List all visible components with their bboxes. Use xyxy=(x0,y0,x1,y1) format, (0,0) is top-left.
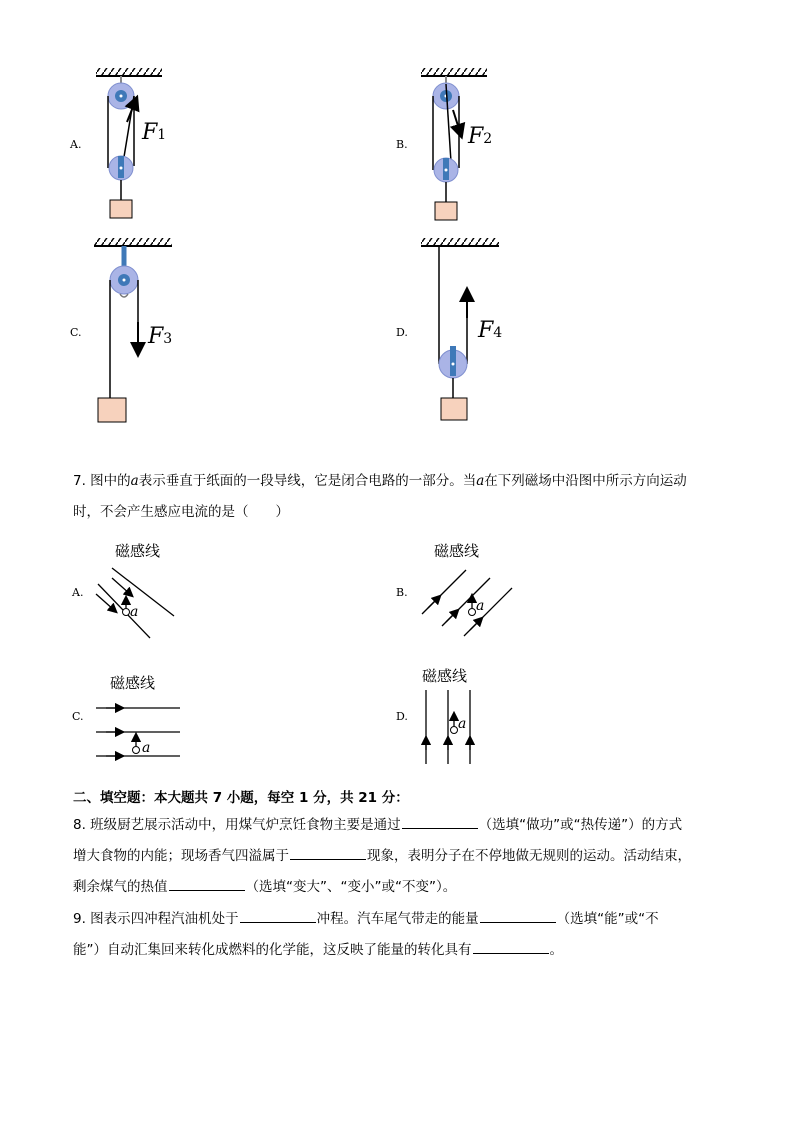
force-f4-label: F4 xyxy=(478,318,503,343)
pulley-figure-a xyxy=(90,62,180,222)
option-c-label[interactable]: C. xyxy=(70,326,82,339)
question-7-line-1: 7. 图中的a表示垂直于纸面的一段导线，它是闭合电路的一部分。当a在下列磁场中沿图中所示方向运动 xyxy=(73,473,687,489)
question-9-line-1: 9. 图表示四冲程汽油机处于 冲程。汽车尾气带走的能量 （选填“能”或“不 xyxy=(73,908,659,930)
question-8-line-3: 剩余煤气的热值 （选填“变大”、“变小”或“不变”）。 xyxy=(73,876,456,898)
q7-option-d-label[interactable]: D. xyxy=(396,710,408,723)
magnetic-field-b xyxy=(418,566,518,646)
answer-blank[interactable] xyxy=(240,908,316,923)
q7-option-b-label[interactable]: B. xyxy=(396,586,408,599)
svg-text:a: a xyxy=(458,716,467,732)
answer-blank[interactable] xyxy=(480,908,556,923)
svg-text:a: a xyxy=(142,740,151,756)
answer-blank[interactable] xyxy=(169,876,245,891)
magnetic-field-a xyxy=(92,566,182,646)
question-7-line-2: 时，不会产生感应电流的是（ ） xyxy=(73,504,289,520)
pulley-figure-c xyxy=(90,232,190,428)
field-line-label-a: 磁感线 xyxy=(115,542,161,560)
force-f2-label: F2 xyxy=(468,124,493,149)
answer-blank[interactable] xyxy=(290,845,366,860)
option-d-label[interactable]: D. xyxy=(396,326,408,339)
q7-option-c-label[interactable]: C. xyxy=(72,710,84,723)
field-line-label-b: 磁感线 xyxy=(434,542,480,560)
section-2-heading: 二、填空题：本大题共 7 小题，每空 1 分，共 21 分： xyxy=(73,790,409,806)
question-8-line-2: 增大食物的内能；现场香气四溢属于 现象，表明分子在不停地做无规则的运动。活动结束， xyxy=(73,845,691,867)
option-b-label[interactable]: B. xyxy=(396,138,408,151)
svg-text:a: a xyxy=(476,598,485,614)
q7-option-a-label[interactable]: A. xyxy=(72,586,84,599)
field-line-label-c: 磁感线 xyxy=(110,674,156,692)
svg-text:a: a xyxy=(130,604,139,620)
option-a-label[interactable]: A. xyxy=(70,138,82,151)
magnetic-field-c xyxy=(92,700,184,764)
question-8-line-1: 8. 班级厨艺展示活动中，用煤气炉烹饪食物主要是通过 （选填“做功”或“热传递”）的方式 xyxy=(73,814,682,836)
force-f1-label: F1 xyxy=(142,120,167,145)
magnetic-field-d xyxy=(418,688,488,768)
answer-blank[interactable] xyxy=(402,814,478,829)
force-f3-label: F3 xyxy=(148,324,173,349)
question-9-line-2: 能”）自动汇集回来转化成燃料的化学能，这反映了能量的转化具有 。 xyxy=(73,939,563,961)
field-line-label-d: 磁感线 xyxy=(422,667,468,685)
answer-blank[interactable] xyxy=(473,939,549,954)
